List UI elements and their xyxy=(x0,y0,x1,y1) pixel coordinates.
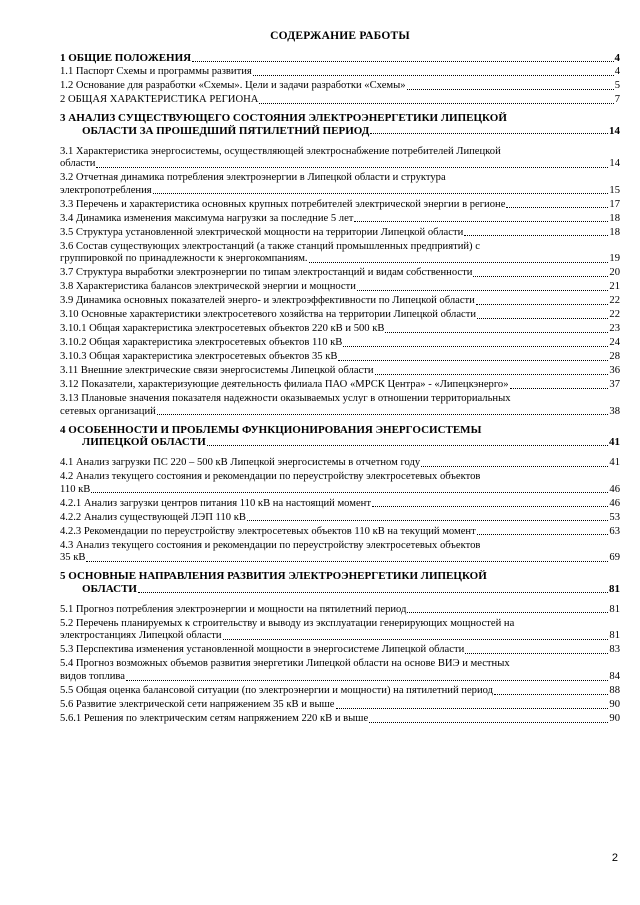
toc-leader-dots xyxy=(354,221,608,222)
toc-entry-row xyxy=(60,379,620,392)
toc-page-number: 20 xyxy=(609,267,620,279)
toc-page-number: 22 xyxy=(609,309,620,321)
toc-entry-row xyxy=(60,552,620,565)
toc-entry-row xyxy=(60,457,620,470)
toc-entry-text: электропотребления xyxy=(60,184,152,196)
toc-entry-text: 5.6 Развитие электрической сети напряжением 35 кВ и выше xyxy=(60,699,335,710)
toc-entry-row xyxy=(60,199,620,212)
toc-page-number: 22 xyxy=(609,295,620,307)
toc-entry[interactable] xyxy=(60,241,620,266)
toc-page-number: 17 xyxy=(609,198,620,210)
toc-entry-text: ЛИПЕЦКОЙ ОБЛАСТИ xyxy=(82,436,206,449)
toc-entry-row xyxy=(60,526,620,539)
toc-entry-text: видов топлива xyxy=(60,671,125,683)
toc-entry-text: 1.1 Паспорт Схемы и программы развития xyxy=(60,65,252,77)
toc-entry-text: 4.2.2 Анализ существующей ЛЭП 110 кВ xyxy=(60,511,246,523)
toc-entry[interactable] xyxy=(60,512,620,525)
toc-entry-text: 3.7 Структура выработки электроэнергии по типам электростанций и видам собственности xyxy=(60,267,473,279)
toc-leader-dots xyxy=(370,133,608,134)
toc-page-number: 63 xyxy=(609,525,620,537)
toc-entry-text: группировкой по принадлежности к энергокомпаниям. xyxy=(60,253,308,265)
toc-entry-text: 4.2.3 Рекомендации по переустройству электросетевых объектов 110 кВ на текущий момент xyxy=(60,525,476,537)
toc-leader-dots xyxy=(494,694,608,695)
toc-page-number: 4 xyxy=(614,65,620,77)
toc-leader-dots xyxy=(375,374,609,375)
toc-page-number: 14 xyxy=(609,124,620,137)
toc-entry-text: ОБЛАСТИ ЗА ПРОШЕДШИЙ ПЯТИЛЕТНИЙ ПЕРИОД xyxy=(82,124,370,137)
toc-title: СОДЕРЖАНИЕ РАБОТЫ xyxy=(270,30,410,42)
toc-entry[interactable] xyxy=(60,457,620,470)
toc-page-number: 5 xyxy=(614,79,620,91)
toc-leader-dots xyxy=(372,506,608,507)
toc-leader-dots xyxy=(86,561,608,562)
toc-page-number: 23 xyxy=(609,323,620,335)
toc-entry-text: 3.4 Динамика изменения максимума нагрузки за последние 5 лет xyxy=(60,212,354,224)
toc-leader-dots xyxy=(476,304,609,305)
toc-page-number: 21 xyxy=(609,281,620,293)
toc-leader-dots xyxy=(369,722,608,723)
toc-spacer xyxy=(60,139,620,146)
toc-page-number: 24 xyxy=(609,337,620,349)
toc-leader-dots xyxy=(464,235,608,236)
toc-entry[interactable] xyxy=(60,618,620,643)
toc-entry-text: 2 ОБЩАЯ ХАРАКТЕРИСТИКА РЕГИОНА xyxy=(60,93,259,105)
toc-entry-text: сетевых организаций xyxy=(60,405,156,417)
toc-page-number: 69 xyxy=(609,552,620,564)
toc-leader-dots xyxy=(510,388,609,389)
toc-entry-row xyxy=(60,281,620,294)
toc-entry[interactable] xyxy=(60,498,620,511)
toc-entry-text: 3.10 Основные характеристики электросетевого хозяйства на территории Липецкой области xyxy=(60,309,477,321)
toc-leader-dots xyxy=(309,262,609,263)
toc-entry-row xyxy=(60,699,620,712)
toc-leader-dots xyxy=(421,466,608,467)
toc-leader-dots xyxy=(247,520,608,521)
toc-entry[interactable] xyxy=(60,379,620,392)
toc-page-number: 41 xyxy=(609,436,620,449)
toc-leader-dots xyxy=(207,445,608,446)
toc-entry-text-line1: 5.4 Прогноз возможных объемов развития энергетики Липецкой области на основе ВИЭ и местных xyxy=(60,658,510,670)
toc-entry-row xyxy=(60,671,620,684)
toc-leader-dots xyxy=(465,653,608,654)
toc-page-number: 41 xyxy=(609,457,620,469)
toc-list xyxy=(60,52,620,726)
toc-page-number: 46 xyxy=(609,497,620,509)
page-number: 2 xyxy=(611,852,618,864)
toc-entry-text: 3.10.3 Общая характеристика электросетевых объектов 35 кВ xyxy=(60,351,338,363)
toc-page-number: 15 xyxy=(609,184,620,196)
toc-page-number: 18 xyxy=(609,212,620,224)
toc-entry-text-line1: 4.2 Анализ текущего состояния и рекомендации по переустройству электросетевых объектов xyxy=(60,471,481,483)
toc-entry-text-line1: 4 ОСОБЕННОСТИ И ПРОБЛЕМЫ ФУНКЦИОНИРОВАНИЯ ЭНЕРГОСИСТЕМЫ xyxy=(60,423,482,436)
toc-entry-row xyxy=(60,253,620,266)
toc-entry-text: 3.8 Характеристика балансов электрической энергии и мощности xyxy=(60,281,356,293)
toc-leader-dots xyxy=(343,346,608,347)
toc-entry[interactable] xyxy=(60,267,620,280)
toc-entry[interactable] xyxy=(60,526,620,539)
toc-entry[interactable] xyxy=(60,295,620,308)
toc-leader-dots xyxy=(96,167,608,168)
toc-entry-text: 3.10.2 Общая характеристика электросетевых объектов 110 кВ xyxy=(60,337,343,349)
toc-entry[interactable] xyxy=(60,112,620,137)
toc-entry-text-line1: 3.1 Характеристика энергосистемы, осуществляющей электроснабжение потребителей Липецкой xyxy=(60,145,501,157)
toc-entry-row xyxy=(60,227,620,240)
toc-leader-dots xyxy=(91,492,608,493)
toc-entry-row xyxy=(60,158,620,171)
toc-page-number: 18 xyxy=(609,226,620,238)
toc-entry[interactable] xyxy=(60,699,620,712)
toc-entry-row xyxy=(60,498,620,511)
toc-page-number: 81 xyxy=(609,603,620,615)
toc-entry-row xyxy=(60,436,620,449)
toc-entry-row xyxy=(60,685,620,698)
toc-entry[interactable] xyxy=(60,540,620,565)
toc-page-number: 81 xyxy=(609,582,620,595)
toc-entry-text: 3.5 Структура установленной электрической мощности на территории Липецкой области xyxy=(60,226,464,238)
toc-entry[interactable] xyxy=(60,199,620,212)
toc-entry-text: 3.11 Внешние электрические связи энергосистемы Липецкой области xyxy=(60,365,374,377)
toc-leader-dots xyxy=(506,207,608,208)
toc-entry-row xyxy=(60,309,620,322)
toc-entry-text-line1: 4.3 Анализ текущего состояния и рекомендации по переустройству электросетевых объектов xyxy=(60,539,481,551)
toc-leader-dots xyxy=(477,318,608,319)
toc-entry[interactable] xyxy=(60,213,620,226)
toc-leader-dots xyxy=(157,414,609,415)
toc-leader-dots xyxy=(477,534,609,535)
toc-entry[interactable] xyxy=(60,337,620,350)
toc-entry-row xyxy=(60,365,620,378)
toc-entry-row xyxy=(60,713,620,726)
toc-page-number: 46 xyxy=(609,483,620,495)
toc-spacer xyxy=(60,450,620,457)
toc-leader-dots xyxy=(473,276,608,277)
toc-entry-text: 35 кВ xyxy=(60,552,86,564)
toc-entry[interactable] xyxy=(60,227,620,240)
toc-entry-text: 5.5 Общая оценка балансовой ситуации (по электроэнергии и мощности) на пятилетний период xyxy=(60,685,494,697)
toc-leader-dots xyxy=(126,680,608,681)
toc-entry-text: 5.6.1 Решения по электрическим сетям напряжением 220 кВ и выше xyxy=(60,712,369,724)
toc-entry[interactable] xyxy=(60,685,620,698)
toc-entry-row xyxy=(60,213,620,226)
toc-entry[interactable] xyxy=(60,713,620,726)
toc-entry-text: 1.2 Основание для разработки «Схемы». Цели и задачи разработки «Схемы» xyxy=(60,79,406,91)
toc-entry[interactable] xyxy=(60,281,620,294)
toc-leader-dots xyxy=(336,708,609,709)
toc-entry-row xyxy=(60,267,620,280)
toc-leader-dots xyxy=(138,592,608,593)
toc-entry[interactable] xyxy=(60,309,620,322)
toc-entry[interactable] xyxy=(60,658,620,683)
toc-entry[interactable] xyxy=(60,604,620,617)
toc-entry[interactable] xyxy=(60,351,620,364)
toc-entry-row xyxy=(60,644,620,657)
toc-entry-row xyxy=(60,323,620,336)
toc-entry-text-line1: 5 ОСНОВНЫЕ НАПРАВЛЕНИЯ РАЗВИТИЯ ЭЛЕКТРОЭНЕРГЕТИКИ ЛИПЕЦКОЙ xyxy=(60,570,487,583)
toc-entry-row xyxy=(60,295,620,308)
toc-entry-text: ОБЛАСТИ xyxy=(82,582,137,595)
toc-entry-text: 3.12 Показатели, характеризующие деятельность филиала ПАО «МРСК Центра» - «Липецкэнерго» xyxy=(60,379,509,391)
toc-entry-text: 4.1 Анализ загрузки ПС 220 – 500 кВ Липецкой энергосистемы в отчетном году xyxy=(60,457,421,469)
toc-entry[interactable] xyxy=(60,172,620,197)
toc-entry-row xyxy=(60,630,620,643)
toc-leader-dots xyxy=(385,332,608,333)
toc-leader-dots xyxy=(223,639,609,640)
toc-entry-row xyxy=(60,512,620,525)
toc-entry[interactable] xyxy=(60,52,620,65)
toc-page-number: 14 xyxy=(609,158,620,170)
toc-entry[interactable] xyxy=(60,365,620,378)
toc-entry-row xyxy=(60,66,620,79)
toc-entry-text-line1: 3.13 Плановые значения показателя надежности оказываемых услуг в отношении территориальных xyxy=(60,393,511,405)
toc-page-number: 4 xyxy=(614,52,620,64)
toc-entry[interactable] xyxy=(60,146,620,171)
toc-entry[interactable] xyxy=(60,393,620,418)
toc-entry-row xyxy=(60,94,620,107)
toc-page-number: 90 xyxy=(609,699,620,710)
toc-entry-row xyxy=(60,406,620,419)
toc-entry[interactable] xyxy=(60,66,620,79)
toc-entry-row xyxy=(60,125,620,138)
toc-leader-dots xyxy=(338,360,608,361)
toc-entry-text: области xyxy=(60,158,96,170)
toc-entry[interactable] xyxy=(60,570,620,595)
toc-entry-text: 3.9 Динамика основных показателей энерго- и электроэффективности по Липецкой области xyxy=(60,295,475,307)
toc-page xyxy=(60,30,620,727)
toc-page-number: 83 xyxy=(609,644,620,656)
toc-entry[interactable] xyxy=(60,323,620,336)
toc-page-number: 81 xyxy=(609,630,620,642)
toc-entry-text-line1: 3 АНАЛИЗ СУЩЕСТВУЮЩЕГО СОСТОЯНИЯ ЭЛЕКТРОЭНЕРГЕТИКИ ЛИПЕЦКОЙ xyxy=(60,111,507,124)
toc-entry-row xyxy=(60,484,620,497)
toc-entry[interactable] xyxy=(60,644,620,657)
toc-entry-row xyxy=(60,351,620,364)
toc-page-number: 19 xyxy=(609,253,620,265)
toc-entry[interactable] xyxy=(60,94,620,107)
toc-entry-text: 5.3 Перспектива изменения установленной мощности в энергосистеме Липецкой области xyxy=(60,644,465,656)
toc-entry-row xyxy=(60,52,620,65)
toc-entry-text: 1 ОБЩИЕ ПОЛОЖЕНИЯ xyxy=(60,52,192,64)
toc-spacer xyxy=(60,597,620,604)
toc-leader-dots xyxy=(259,103,613,104)
toc-entry-text: 110 кВ xyxy=(60,483,91,495)
toc-entry[interactable] xyxy=(60,424,620,449)
toc-entry-text: электростанциях Липецкой области xyxy=(60,630,222,642)
toc-entry-row xyxy=(60,583,620,596)
toc-entry-text-line1: 3.2 Отчетная динамика потребления электроэнергии в Липецкой области и структура xyxy=(60,172,446,184)
toc-entry-text: 3.10.1 Общая характеристика электросетевых объектов 220 кВ и 500 кВ xyxy=(60,323,385,335)
toc-entry-text: 3.3 Перечень и характеристика основных крупных потребителей электрической энергии в регионе xyxy=(60,198,506,210)
toc-leader-dots xyxy=(153,193,609,194)
toc-leader-dots xyxy=(357,290,608,291)
toc-page-number: 53 xyxy=(609,511,620,523)
toc-page-number: 38 xyxy=(609,405,620,417)
toc-page-number: 7 xyxy=(614,93,620,105)
toc-page-number: 36 xyxy=(609,365,620,377)
toc-entry-text: 5.1 Прогноз потребления электроэнергии и мощности на пятилетний период xyxy=(60,603,407,615)
toc-leader-dots xyxy=(407,89,614,90)
toc-entry-row xyxy=(60,185,620,198)
toc-entry-row xyxy=(60,80,620,93)
toc-page-number: 90 xyxy=(609,712,620,724)
toc-entry-text: 4.2.1 Анализ загрузки центров питания 110 кВ на настоящий момент xyxy=(60,497,371,509)
toc-leader-dots xyxy=(192,61,613,62)
toc-page-number: 88 xyxy=(609,685,620,697)
toc-page-number: 28 xyxy=(609,351,620,363)
toc-leader-dots xyxy=(253,75,614,76)
toc-entry-text-line1: 5.2 Перечень планируемых к строительству и выводу из эксплуатации генерирующих мощностей на xyxy=(60,617,515,629)
toc-page-number: 37 xyxy=(609,379,620,391)
toc-entry-text-line1: 3.6 Состав существующих электростанций (а также станций промышленных предприятий) с xyxy=(60,240,480,252)
toc-entry[interactable] xyxy=(60,471,620,496)
toc-entry[interactable] xyxy=(60,80,620,93)
toc-entry-row xyxy=(60,604,620,617)
toc-page-number: 84 xyxy=(609,671,620,683)
toc-entry-row xyxy=(60,337,620,350)
toc-leader-dots xyxy=(407,612,608,613)
